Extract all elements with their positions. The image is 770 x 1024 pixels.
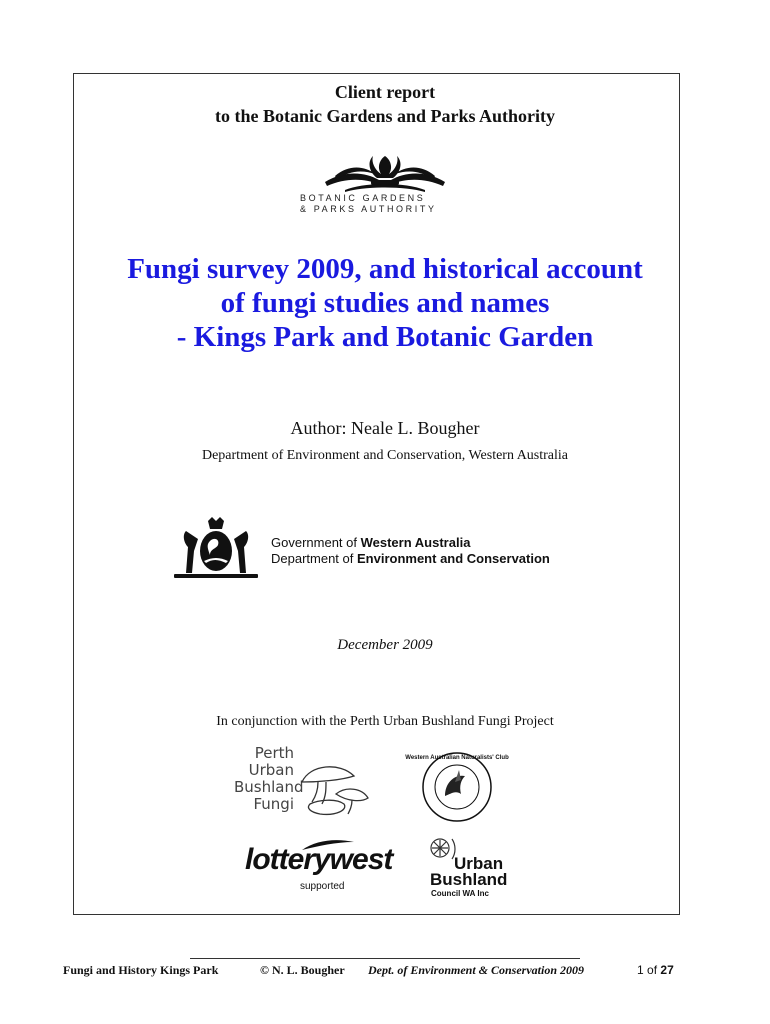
mushroom-icon [296, 760, 372, 820]
report-date: December 2009 [337, 637, 433, 653]
page-current: 1 [637, 963, 644, 977]
bgpa-logo-line1: BOTANIC GARDENS [300, 193, 426, 203]
pubf-line2: Urban [248, 761, 294, 779]
footer-rule [190, 958, 580, 959]
footer-copyright: © N. L. Bougher [260, 963, 345, 977]
page-number [637, 963, 674, 977]
footer-left: Fungi and History Kings Park [63, 963, 219, 977]
wanc-logo-text: Western Australian Naturalists' Club [405, 755, 509, 761]
pubf-line3: Bushland [234, 778, 304, 796]
wa-crest-icon [172, 517, 260, 579]
bgpa-logo-line2: & PARKS AUTHORITY [300, 204, 437, 214]
report-title [0, 252, 770, 354]
author-line: Author: Neale L. Bougher [290, 418, 480, 438]
conjunction-line: In conjunction with the Perth Urban Bushland Fungi Project [216, 714, 554, 729]
lotterywest-swoosh-icon [300, 838, 356, 852]
pubf-line1: Perth [254, 744, 294, 762]
page-total: 27 [660, 963, 674, 977]
pubf-line4: Fungi [253, 795, 294, 813]
wa-government-text [271, 535, 550, 567]
report-title-line3: - Kings Park and Botanic Garden [176, 321, 594, 353]
client-report-line2: to the Botanic Gardens and Parks Authority [214, 106, 556, 126]
footer-dept: Dept. of Environment & Conservation 2009 [368, 963, 585, 977]
report-title-line2: of fungi studies and names [220, 287, 550, 319]
gov-line2-prefix: Department of [271, 551, 357, 566]
gov-line1-prefix: Government of [271, 535, 361, 550]
gov-line1-bold: Western Australia [360, 535, 471, 550]
gov-line2 [271, 551, 550, 567]
pubf-logo-text [234, 744, 304, 813]
client-report-heading [0, 80, 770, 128]
lotterywest-supported: supported [300, 881, 345, 892]
bgpa-logo-text [300, 193, 470, 215]
ubc-line3: Council WA Inc [431, 889, 489, 898]
report-title-line1: Fungi survey 2009, and historical account [127, 253, 643, 285]
bgpa-logo-icon [315, 152, 455, 194]
gov-line2-bold: Environment and Conservation [357, 551, 550, 566]
gov-line1 [271, 535, 550, 551]
ubc-line2: Bushland [430, 870, 508, 889]
ubc-line1: Urban [454, 854, 504, 873]
page-of: of [647, 963, 658, 977]
client-report-line1: Client report [334, 82, 436, 102]
department-line: Department of Environment and Conservation, Western Australia [201, 448, 569, 463]
ubc-logo-text [430, 856, 507, 888]
lotterywest-logo-name: lotterywest [245, 843, 393, 876]
wa-naturalists-club-icon [405, 750, 509, 824]
